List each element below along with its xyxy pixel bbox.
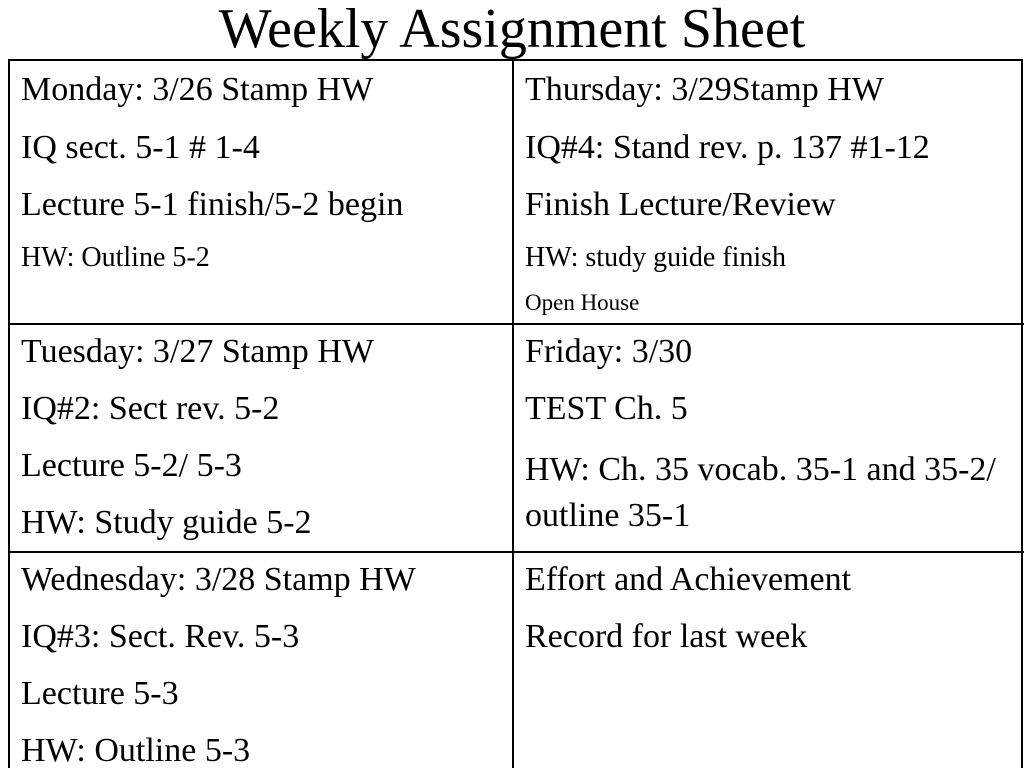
wednesday-lecture: Lecture 5-3 xyxy=(21,675,179,712)
effort-heading: Effort and Achievement xyxy=(525,561,852,598)
effort-record: Record for last week xyxy=(525,618,808,655)
thursday-note: Open House xyxy=(525,290,640,315)
wednesday-heading: Wednesday: 3/28 Stamp HW xyxy=(21,561,416,598)
friday-hw: HW: Ch. 35 vocab. 35-1 and 35-2/ outline 35-1 xyxy=(525,451,996,534)
thursday-hw: HW: study guide finish xyxy=(525,242,787,273)
tuesday-cell xyxy=(10,325,512,551)
tuesday-heading: Tuesday: 3/27 Stamp HW xyxy=(21,333,374,370)
friday-heading: Friday: 3/30 xyxy=(525,333,693,370)
monday-hw: HW: Outline 5-2 xyxy=(21,242,210,273)
wednesday-cell xyxy=(10,553,512,768)
thursday-heading: Thursday: 3/29Stamp HW xyxy=(525,71,884,108)
monday-iq: IQ sect. 5-1 # 1-4 xyxy=(21,129,260,166)
tuesday-iq: IQ#2: Sect rev. 5-2 xyxy=(21,390,280,427)
friday-cell xyxy=(514,325,1023,551)
assignment-table xyxy=(8,59,1023,768)
thursday-cell xyxy=(514,61,1023,323)
thursday-lecture: Finish Lecture/Review xyxy=(525,186,836,223)
monday-heading: Monday: 3/26 Stamp HW xyxy=(21,71,374,108)
page-title: Weekly Assignment Sheet xyxy=(218,0,806,60)
tuesday-lecture: Lecture 5-2/ 5-3 xyxy=(21,447,242,484)
wednesday-hw: HW: Outline 5-3 xyxy=(21,732,251,768)
tuesday-hw: HW: Study guide 5-2 xyxy=(21,504,312,541)
effort-cell xyxy=(514,553,1023,768)
friday-test: TEST Ch. 5 xyxy=(525,390,688,427)
monday-cell xyxy=(10,61,512,323)
monday-lecture: Lecture 5-1 finish/5-2 begin xyxy=(21,186,404,223)
thursday-iq: IQ#4: Stand rev. p. 137 #1-12 xyxy=(525,129,930,166)
wednesday-iq: IQ#3: Sect. Rev. 5-3 xyxy=(21,618,300,655)
